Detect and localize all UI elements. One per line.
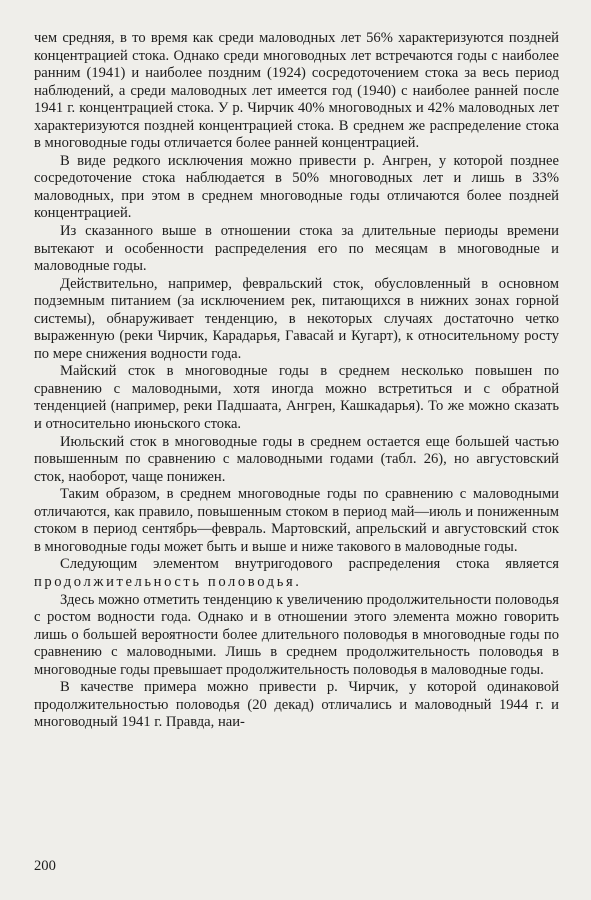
paragraph-8-text: Следующим элементом внутригодового распределения стока является — [60, 556, 559, 573]
paragraph-10: В качестве примера можно привести р. Чирчик, у которой одинаковой продолжительностью половодья (20 декад) отличались и маловодный 1944 г. и многоводный 1941 г. Правда, наи- — [34, 679, 559, 731]
paragraph-1: чем средняя, в то время как среди маловодных лет 56% характеризуются поздней концентрацией стока. Однако среди многоводных лет встречаются годы с наиболее ранним (1941) и наиболее поздним (1924) сосредоточением стока за весь период наблюдений, а среди маловодных лет имеется год (1940) с наиболее ранней после 1941 г. концентрацией стока. У р. Чирчик 40% многоводных и 42% маловодных лет характеризуются поздней концентрацией стока. В среднем же распределение стока в многоводные годы отличается более ранней концентрацией. — [34, 30, 559, 152]
paragraph-5: Майский сток в многоводные годы в среднем несколько повышен по сравнению с маловодными, хотя иногда можно встретиться и с обратной тенденцией (например, реки Падшаата, Ангрен, Кашкадарья). То же можно сказать и относительно июньского стока. — [34, 363, 559, 433]
page-number: 200 — [34, 858, 56, 874]
paragraph-3: Из сказанного выше в отношении стока за длительные периоды времени вытекают и особенности распределения его по месяцам в многоводные и маловодные годы. — [34, 223, 559, 275]
paragraph-8 — [34, 556, 559, 591]
paragraph-4: Действительно, например, февральский сток, обусловленный в основном подземным питанием (за исключением рек, питающихся в нижних зонах горной системы), обнаруживает тенденцию, в некоторых случаях достаточно четко выраженную (реки Чирчик, Карадарья, Гавасай и Кугарт), к относительному росту по мере снижения водности года. — [34, 275, 559, 362]
paragraph-2: В виде редкого исключения можно привести р. Ангрен, у которой позднее сосредоточение стока наблюдается в 50% многоводных лет и лишь в 33% маловодных, при этом в среднем многоводные годы отличаются более поздней концентрацией. — [34, 152, 559, 222]
paragraph-9: Здесь можно отметить тенденцию к увеличению продолжительности половодья с ростом водности года. Однако и в отношении этого элемента можно говорить лишь о большей вероятности более длительного половодья в многоводные годы по сравнению с маловодными. Лишь в среднем продолжительность половодья в многоводные годы превышает продолжительность половодья в маловодные годы. — [34, 591, 559, 678]
emphasized-term: продолжительность половодья. — [34, 573, 302, 590]
body-text — [34, 30, 559, 732]
paragraph-6: Июльский сток в многоводные годы в среднем остается еще большей частью повышенным по сравнению с маловодными годами (табл. 26), но августовский сток, наоборот, чаще понижен. — [34, 433, 559, 485]
paragraph-7: Таким образом, в среднем многоводные годы по сравнению с маловодными отличаются, как правило, повышенным стоком в период май—июль и пониженным стоком в период сентябрь—февраль. Мартовский, апрельский и августовский сток в многоводные годы может быть и выше и ниже такового в маловодные годы. — [34, 486, 559, 555]
